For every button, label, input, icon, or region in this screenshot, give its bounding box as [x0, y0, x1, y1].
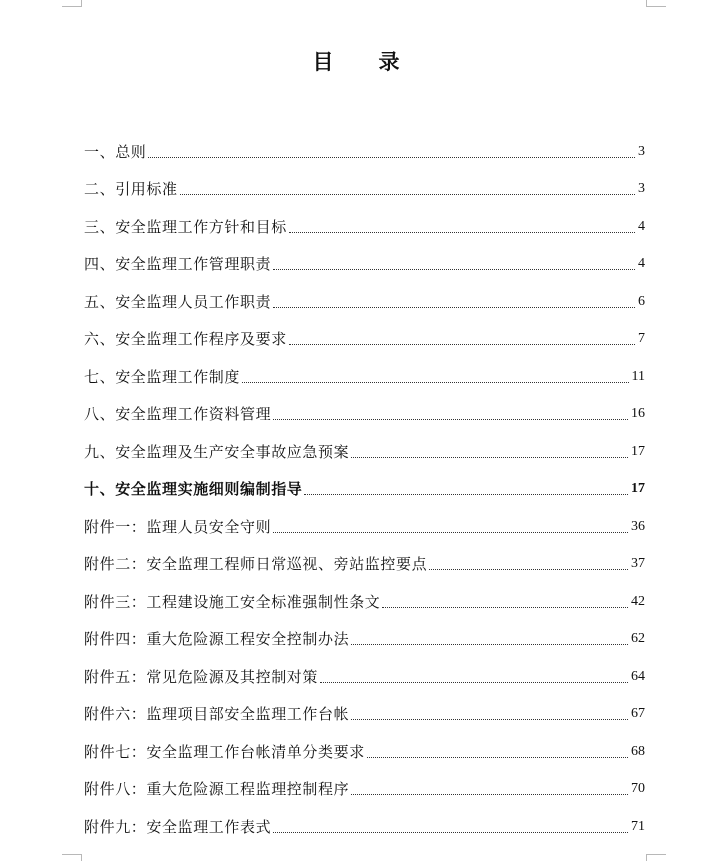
toc-leader-dots: [273, 306, 635, 308]
toc-entry-page-number: 4: [638, 256, 645, 271]
document-title: [0, 46, 713, 76]
toc-entry-label: 附件五：常见危险源及其控制对策: [84, 667, 319, 686]
toc-entry[interactable]: [84, 124, 645, 162]
title-char-1: 目: [312, 49, 335, 74]
toc-entry-page-number: 36: [631, 518, 645, 534]
toc-entry[interactable]: [84, 274, 645, 312]
toc-entry-label: 六、安全监理工作程序及要求: [84, 330, 287, 348]
toc-entry[interactable]: [84, 724, 645, 762]
toc-entry[interactable]: [84, 499, 645, 537]
toc-entry[interactable]: [84, 199, 645, 237]
toc-entry[interactable]: [84, 762, 645, 800]
toc-leader-dots: [304, 493, 628, 495]
toc-entry-page-number: 67: [631, 706, 645, 721]
toc-entry-page-number: 64: [631, 668, 645, 684]
toc-entry-page-number: 16: [631, 406, 645, 421]
toc-leader-dots: [382, 606, 628, 608]
toc-entry[interactable]: [84, 424, 645, 462]
toc-entry-label: 附件一：监理人员安全守则: [84, 517, 272, 536]
toc-leader-dots: [273, 418, 628, 420]
toc-entry-page-number: 62: [631, 631, 645, 646]
toc-entry[interactable]: [84, 349, 645, 387]
toc-entry-page-number: 7: [638, 331, 645, 346]
crop-mark-bottom-right: [646, 854, 666, 855]
crop-mark-top-right: [646, 0, 647, 7]
toc-entry-page-number: 11: [631, 368, 645, 384]
toc-entry-label: 附件六：监理项目部安全监理工作台帐: [84, 705, 350, 723]
toc-entry[interactable]: [84, 387, 645, 425]
toc-entry[interactable]: [84, 799, 645, 837]
toc-leader-dots: [351, 643, 628, 645]
toc-entry-page-number: 3: [638, 143, 645, 159]
toc-entry[interactable]: [84, 162, 645, 200]
toc-leader-dots: [242, 381, 629, 383]
toc-entry-page-number: 3: [638, 181, 645, 196]
toc-entry-page-number: 71: [631, 818, 645, 834]
toc-entry[interactable]: [84, 612, 645, 650]
toc-entry-label: 附件二：安全监理工程师日常巡视、旁站监控要点: [84, 555, 428, 573]
toc-leader-dots: [180, 193, 635, 195]
crop-mark-bottom-left: [62, 854, 82, 855]
toc-entry-label: 附件四：重大危险源工程安全控制办法: [84, 630, 350, 648]
toc-entry-label: 三、安全监理工作方针和目标: [84, 217, 287, 236]
toc-leader-dots: [351, 793, 628, 795]
toc-entry-label: 七、安全监理工作制度: [84, 367, 241, 386]
toc-leader-dots: [429, 568, 628, 570]
toc-entry-label: 附件七：安全监理工作台帐清单分类要求: [84, 742, 365, 761]
crop-mark-bottom-left: [81, 854, 82, 861]
toc-entry[interactable]: [84, 537, 645, 575]
toc-leader-dots: [273, 268, 635, 270]
toc-entry-page-number: 17: [631, 443, 645, 459]
toc-leader-dots: [367, 756, 628, 758]
toc-entry[interactable]: [84, 687, 645, 725]
title-char-2: 录: [378, 49, 401, 74]
toc-leader-dots: [273, 531, 628, 533]
crop-mark-top-right: [646, 6, 666, 7]
crop-mark-top-left: [62, 6, 82, 7]
toc-entry[interactable]: [84, 649, 645, 687]
toc-entry-page-number: 17: [631, 481, 645, 496]
toc-entry-page-number: 70: [631, 781, 645, 796]
toc-leader-dots: [351, 718, 628, 720]
toc-entry-page-number: 4: [638, 218, 645, 234]
toc-entry-page-number: 37: [631, 556, 645, 571]
toc-leader-dots: [148, 156, 635, 158]
toc-entry[interactable]: [84, 237, 645, 275]
toc-entry-page-number: 42: [631, 593, 645, 609]
toc-leader-dots: [273, 831, 628, 833]
toc-entry[interactable]: [84, 574, 645, 612]
toc-entry-label: 一、总则: [84, 142, 147, 161]
toc-entry-label: 附件九：安全监理工作表式: [84, 817, 272, 836]
toc-entry-page-number: 6: [638, 293, 645, 309]
toc-entry-label: 五、安全监理人员工作职责: [84, 292, 272, 311]
toc-leader-dots: [289, 231, 635, 233]
toc-leader-dots: [320, 681, 628, 683]
toc-entry-label: 二、引用标准: [84, 180, 178, 198]
toc-entry-label: 十、安全监理实施细则编制指导: [84, 480, 303, 498]
toc-entry-label: 附件三：工程建设施工安全标准强制性条文: [84, 592, 381, 611]
crop-mark-top-left: [81, 0, 82, 7]
toc-leader-dots: [351, 456, 628, 458]
toc-entry[interactable]: [84, 312, 645, 350]
table-of-contents: [84, 124, 645, 837]
toc-entry-label: 四、安全监理工作管理职责: [84, 255, 272, 273]
toc-entry[interactable]: [84, 462, 645, 500]
toc-entry-label: 八、安全监理工作资料管理: [84, 405, 272, 423]
toc-entry-label: 附件八：重大危险源工程监理控制程序: [84, 780, 350, 798]
toc-leader-dots: [289, 343, 635, 345]
crop-mark-bottom-right: [646, 854, 647, 861]
toc-entry-label: 九、安全监理及生产安全事故应急预案: [84, 442, 350, 461]
toc-entry-page-number: 68: [631, 743, 645, 759]
